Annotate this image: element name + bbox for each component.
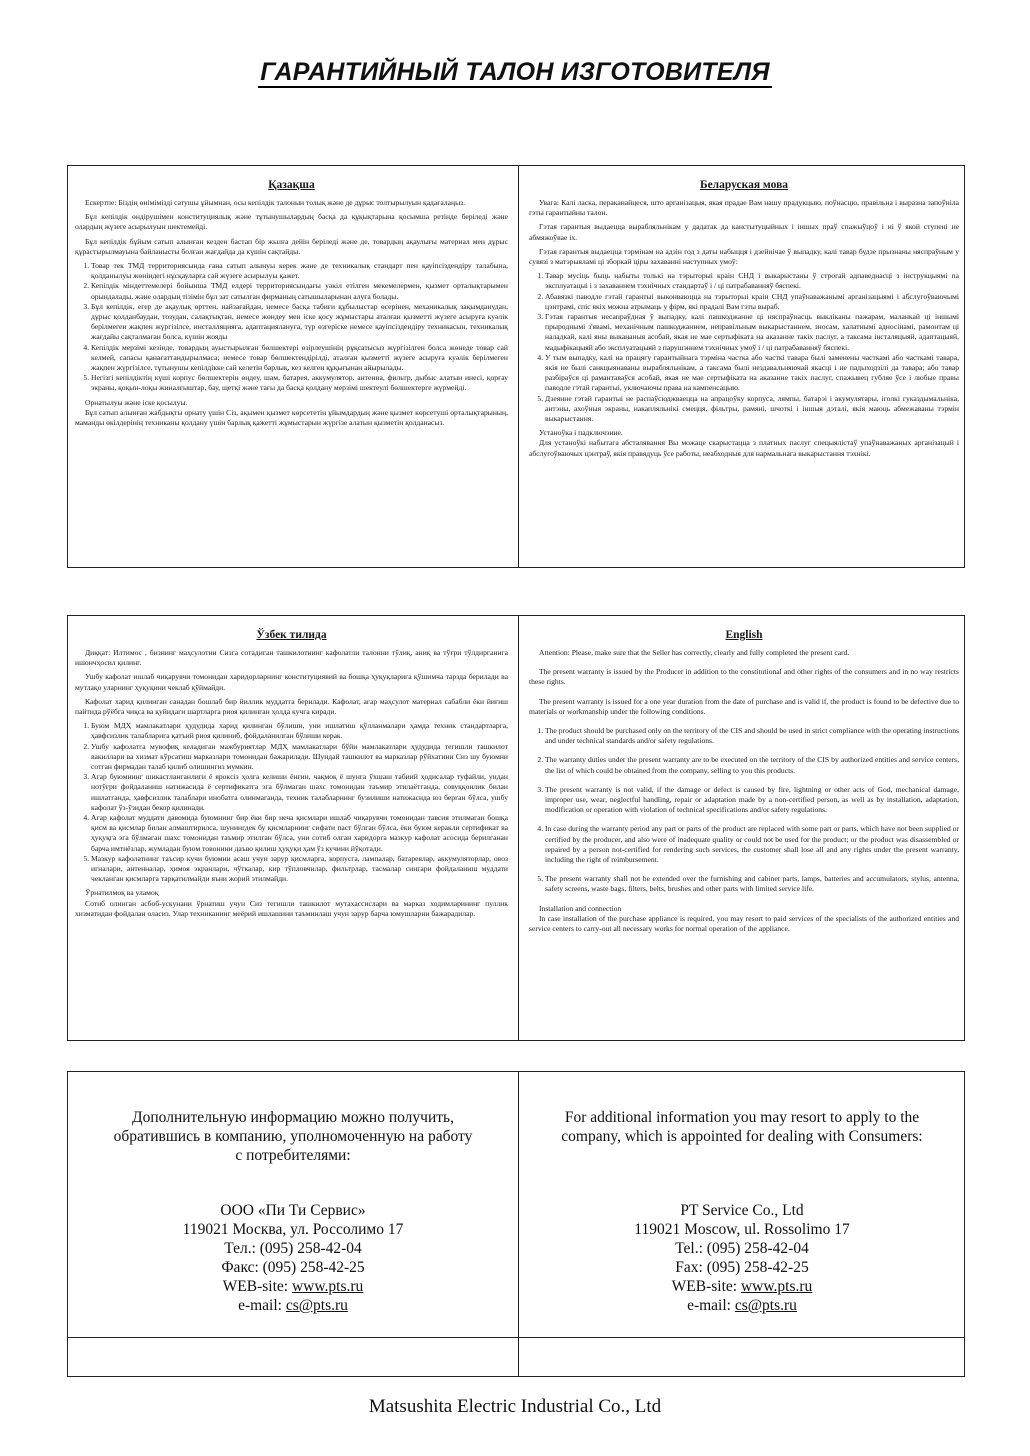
english-install-text: In case installation of the purchase appliance is required, you may resort to paid services of the specialists of the authorized entities and service centers to carry-out all necessary works for normal operation of the appliance. bbox=[529, 913, 959, 934]
warranty-box-uz-en bbox=[67, 615, 965, 1041]
list-item: 1. Тавар мусіць быць набыты толькі на тэрыторыі краін СНД і выкарыстаны ў строгай адпаведнасці з інструкцыямі па эксплуатацыі і з захаваннем тэхнічных стандартаў і / ці патрабаванняў бяспекі. bbox=[545, 271, 959, 291]
website-line bbox=[88, 1277, 498, 1296]
email-label: e-mail: bbox=[238, 1297, 286, 1314]
page-title: ГАРАНТИЙНЫЙ ТАЛОН ИЗГОТОВИТЕЛЯ bbox=[260, 58, 770, 86]
info-line: For additional information you may resort to apply to the bbox=[564, 1109, 920, 1126]
kazakh-install-text: Бұл сатып алынған жабдықты орнату үшін Сіз, ақымен қызмет көрсететін ұйымдардың және қызмет көрсетуші орталықтарының, маманды өкілдерінің техниканы қолдану үшін барлық қажетті жұмыстарын жүргізе алатын қызметін қолданасыз. bbox=[75, 407, 508, 428]
list-item: 4. У тым выпадку, калі на працягу гарантыйнага тэрміна частка або часткі тавара былі заменены часткамі або часткамі тавара, якія не былі санкцыянаваны вырабляльнікам, а таксама былі нездавальняючай якасці і не падыходзілі да тавара; або тавар разбіраўся ці рамантаваўся асобай, якая не мае сертыфіката на аказанне такіх паслуг, спажывец губляе ўсе і любые правы паводле гэтай гарантыі, уключаючы права на кампенсацыю. bbox=[545, 353, 959, 394]
list-item: 2. Ушбу кафолатга мувофиқ келадиган мажбуриятлар МДҲ мамлакатлари бўйи мамлакатлари ҳудудида тегишли ташкилот вакиллари ва хизмат кўрсатиш марказлари томонидан бажарилади. Шундай ташкилот ва марказлар рўйхатини Сиз шу буюмни сотган фирмадан талаб қилиб олишингиз мумкин. bbox=[91, 742, 508, 773]
list-item: 5. Мазкур кафолатнинг таъсир кучи буюмни асаш учун зарур қисмларга, корпусга, лампалар, батареялар, аккумуляторлар, овоз игналари, антенналар, ҳимоя экранлари, чўткалар, кир тўпловчилар, фильтрлар, тасмалар сингари фойдаланиш муддати чекланган қисмларга тарқатилмайди яъни жорий этилмайди. bbox=[91, 854, 508, 885]
uzbek-section bbox=[68, 616, 518, 923]
list-item: 3. Агар буюмнинг шикастланганлиги ё ярокciз ҳолга келиши ёнғин, чақмоқ ё шунга ўхшаш табиий ҳодисалар туфайли, ундан нотўғри фойдаланиш натижасида ё сертификатга эга бўлмаган шахс томонидан таъмир этилаётганда, совуққонлик билан ишлатганда, ҳавфсизлик талаблари инобатга олинмаганда, техник талабларнинг бузилиши натижасида юз берган бўлса, ушбу кафолат ўз-ўзидан бекор қилинади. bbox=[91, 772, 508, 813]
website-label: WEB-site: bbox=[671, 1278, 741, 1295]
english-conditions-list bbox=[529, 726, 959, 895]
uzbek-install-title: Ўрнатилмоқ ва уламоқ bbox=[85, 888, 159, 898]
email-line bbox=[529, 1296, 955, 1315]
website-line bbox=[529, 1277, 955, 1296]
email-link[interactable]: cs@pts.ru bbox=[734, 1297, 797, 1314]
company-name: ООО «Пи Ти Сервис» bbox=[220, 1202, 366, 1219]
kazakh-paragraph: Бұл кепілдік өндірушімен конституциялық және тұтынушылардың басқа да құқықтарына қосымша ретінде беріледі және олардың жүзеге асырылуын шектемейді. bbox=[75, 212, 508, 232]
fax: Факс: (095) 258-42-25 bbox=[221, 1259, 365, 1276]
belarusian-attention: Увага: Калі ласка, пераканайцеся, што арганізацыя, якая прадае Вам нашу прадукцыю, поўнасцю, правільна і выразна запоўніла гэты гарантыйны талон. bbox=[529, 198, 959, 218]
contact-info-ru bbox=[68, 1072, 518, 1337]
manufacturer-footer: Matsushita Electric Industrial Co., Ltd bbox=[368, 1396, 662, 1417]
list-item: 2. Абавязкі паводле гэтай гарантыі выконваюцца на тэрыторыі краін СНД упаўнаважанымі арганізацыямі і абслугоўваючымі цэнтрамі, спіс якіх можна атрымаць у фірм, які прадалі Вам гэты выраб. bbox=[545, 292, 959, 312]
list-item: 3. The present warranty is not valid, if the damage or defect is caused by fire, lightning or other acts of God, mechanical damage, improper use, wear, neglectful handling, repair or adaptation made by a non-certified person, as well as by installation, adaptation, modification or operation with violation of technical specifications and/or safety regulations. bbox=[545, 785, 959, 816]
info-line: company, which is appointed for dealing with Consumers: bbox=[561, 1128, 923, 1145]
email-link[interactable]: cs@pts.ru bbox=[285, 1297, 348, 1314]
kazakh-conditions-list bbox=[75, 261, 508, 394]
belarusian-install-title: Устаноўка і падключэнне. bbox=[539, 428, 623, 438]
list-item: 1. Буюм МДҲ мамлакатлари ҳудудида харид қилинган бўлиши, уни ишлатиш қўлланмалари ҳамда техник стандартларга, ҳавфсизлик талабларига қатъий риоя қилиниб, фойдаланилган бўлиши керак. bbox=[91, 721, 508, 741]
list-item: 5. Негізгі кепілдіктің күші корпус бөлшектерін өңдеу, шам, батарея, аккумулятор, антенна, фильтр, дыбыс алатын инесі, қорғау экраны, қоқын-лоқы жиналғыштар, бау, щетқі және тағы да басқа қолдану мерзімі шектеулі бөлшектерге жүрмейді. bbox=[91, 373, 508, 393]
english-attention: Attention: Please, make sure that the Seller has correctly, clearly and fully completed the present card. bbox=[539, 648, 850, 657]
list-item: 5. Дзеянне гэтай гарантыі не распаўсюджваецца на апрацоўку корпуса, лямпы, батарэі і акумулятары, іголкі гуказдымальніка, антэны, ахоўныя экраны, накапляльнікі смецця, фільтры, рамяні, шчоткі і іншыя дэталі, якія маюць абмежаваны тэрмін выкарыстання. bbox=[545, 394, 959, 425]
kazakh-heading: Қазақша bbox=[268, 179, 315, 191]
list-item: 4. Агар кафолат муддати давомида буюмнинг бир ёки бир неча қисмлари ишлаб чиқарувчи томонидан тавсия этилмаган бошқа қисм ва қисмлар билан алмаштирилса, шунингдек бу қисмларнинг сифати паст бўлган бўлса, ёки буюм керакли сертификат ва ҳуқуқга эга бўлмаган шахс томонидан таъмир этилган бўлса, уни сотиб олган харидорга мазкур кафолат асосида берилганан барча имтиёзлар, жумладан буюм товонини даъво қилиш ҳуқуқи ҳам ўз кучини йўқотади. bbox=[91, 813, 508, 854]
contact-info-en bbox=[519, 1072, 965, 1337]
contact-box bbox=[67, 1071, 965, 1377]
row-divider bbox=[68, 1337, 964, 1338]
uzbek-paragraph: Ушбу кафолат ишлаб чиқарувчи томонидан харидорларнинг конституциявий ва бошқа ҳуқуқларига қўшимча тарзда берилади ва мутлақо уларнинг ҳуқуқини чеклаб қўймайди. bbox=[75, 672, 508, 692]
uzbek-paragraph: Кафолат харид қилинган санадан бошлаб бир йиллик муддатга берилади. Кафолат, агар маҳсулот материал сабабли ёки йиғиш пайтида рўёбга чиқса ва қуйидаги шартларга риоя қилинган ҳолда кучга киради. bbox=[75, 696, 508, 717]
list-item: 2. Кепілдік міндеттемелері бойынша ТМД елдері территориясындағы уәкіл етілген мекемелермен, қызмет орталықтарымен орындалады, және олардың тізімін бұл зат сатылған фирманың сатышыларынан алуға болады. bbox=[91, 281, 508, 301]
list-item: 1. The product should be purchased only on the territory of the CIS and should be used in strict compliance with the operating instructions and under technical standards and/or safety regulations. bbox=[545, 726, 959, 746]
belarusian-conditions-list bbox=[529, 271, 959, 424]
company-address: 119021 Moscow, ul. Rossolimo 17 bbox=[634, 1221, 850, 1238]
kazakh-section bbox=[68, 166, 518, 432]
english-section bbox=[519, 616, 965, 934]
fax: Fax: (095) 258-42-25 bbox=[675, 1259, 809, 1276]
list-item: 4. Кепілдік мерзімі кезінде, товардың ауыстырылған бөлшектері өзірлеушінің рұқсатысыз жүргізілген болса жөнеде товар сай келмей, сапасы қанағаттандырылмаса; немесе товар бөлшектендірілді, аталған қызметті жүзеге асыруға куәлік берілмеген жақпен жүргізілсе, тұтынушы кепілдікке сай келетін барлық, кез келген құқығынан айырылады. bbox=[91, 343, 508, 374]
english-paragraph: The present warranty is issued for a one year duration from the date of purchase and is valid if, the product is found to be defective due to materials or workmanship under the following conditions. bbox=[529, 696, 959, 716]
list-item: 5. The present warranty shall not be extended over the furnishing and cabinet parts, lamps, batteries and accumulators, stylus, antenna, safety screens, waste bags, filters, belts, brushes and other parts with limited service life. bbox=[545, 874, 959, 894]
belarusian-paragraph: Гэтая гарантыя выдаецца вырабляльнікам у дадатак да канстытуцыйных і іншых праў спажыўцоў і ні ў якой ступені не абмяжоўвае іх. bbox=[529, 222, 959, 242]
uzbek-conditions-list bbox=[75, 721, 508, 884]
list-item: 3. Бұл кепілдік, егер де ақаулық өрттен, найзағайдан, немесе басқа табиғи құбылыстар өсерінен, механикалық зақымданудан, дұрыс қолданбаудан, тозудан, салақтықтан, немесе жөндеу мен іске қосу жұмыстары аталған қызметті жүзеге асыруға куәлік берілмеген жақпен жүргізілсе, инсталляцияға, адаптациялануға, түр өзгеріске немесе қауіпсіздендіру техникасын, техникалық жағдайы сақталмаған болса, күшін жояды bbox=[91, 302, 508, 343]
kazakh-install-title: Орнатылуы және іске қосылуы. bbox=[85, 397, 188, 407]
info-line: обратившись в компанию, уполномоченную на работу bbox=[113, 1128, 473, 1145]
uzbek-heading: Ўзбек тилида bbox=[256, 629, 327, 641]
belarusian-paragraph: Гэтая гарантыя выдаецца тэрмінам на адзін год з даты набыцця і дзейнічае ў выпадку, калі тавар будзе прызнаны няспраўным у сувязі з матэрыяламі ці зборкай ціры захаванні наступных умоў: bbox=[529, 246, 959, 267]
uzbek-install-text: Сотиб олинган асбоб-ускунани ўрнатиш учун Сиз тегишли ташкилот мутахассислари ва марказ ходимларининг пуллик хизматидан фойдалан оласиз. Улар техниканинг меёрий ишлашини таъминлаш учун зарур барча юмушларни бажарадилар. bbox=[75, 898, 508, 918]
belarusian-section bbox=[519, 166, 965, 463]
website-label: WEB-site: bbox=[222, 1278, 292, 1295]
kazakh-paragraph: Бұл кепілдік бұйым сатып алынған кезден бастап бір жылға дейін беріледі және де, товардың ақаулығы материал мен дұрыс құрастырылмауына байланысты болған жағдайда да күшін сақтайды. bbox=[75, 236, 508, 256]
company-address: 119021 Москва, ул. Россолимо 17 bbox=[182, 1221, 404, 1238]
company-name: PT Service Co., Ltd bbox=[680, 1202, 804, 1219]
english-paragraph: The present warranty is issued by the Producer in addition to the constitutional and other rights of the consumers and in no way restricts these rights. bbox=[529, 667, 959, 687]
english-heading: English bbox=[725, 629, 763, 641]
email-line bbox=[88, 1296, 498, 1315]
list-item: 4. In case during the warranty period any part or parts of the product are replaced with some part or parts, which have not been supplied or certified by the producer, and also were of inadequate quality or could not be used for the product; or the product was disassembled or repaired by a person not-certified for rendering such services, the customer shall lose all and any rights under the present warranty, including the right of reimbursement. bbox=[545, 824, 959, 865]
info-line: с потребителями: bbox=[235, 1147, 351, 1164]
info-line: Дополнительную информацию можно получить, bbox=[132, 1109, 454, 1126]
english-install-title: Installation and connection bbox=[539, 903, 622, 913]
list-item: 3. Гэтая гарантыя несапраўдная ў выпадку, калі пашкоджанне ці няспраўнасць выкліканы пажарам, маланкай ці іншымі прыроднымі з'явамі, механічным пашкоджаннем, неправільным выкарыстаннем, зносам, халатнымі адносінамі, рамонтам ці наладкай, калі яны выкананыя асобай, якая не мае сертыфіката на аказанне такіх паслуг, а таксама інсталяцыяй, адаптацыяй, мадыфікацыяй або эксплуатацыяй з парушэннем тэхнічных умоў і / ці патрабаванняў бяспекі. bbox=[545, 312, 959, 353]
list-item: 1. Товар тек ТМД территориясында ғана сатып алынуы керек және де техникалық стандарт пен қауіпсіздендіру талабына, қолданылуы жөніндегі нұсқауларға сай жүзеге асырылуы қажет. bbox=[91, 261, 508, 281]
website-link[interactable]: www.pts.ru bbox=[291, 1278, 364, 1295]
email-label: e-mail: bbox=[687, 1297, 735, 1314]
belarusian-heading: Беларуская мова bbox=[699, 179, 789, 191]
kazakh-attention: Ескертпе: Біздің өнімімізді сатушы ұйымнан, осы кепілдік талонын толық және де дұрыс толтырылуын қадағалаңыз. bbox=[85, 198, 466, 207]
warranty-box-kz-by bbox=[67, 165, 965, 568]
phone: Tel.: (095) 258-42-04 bbox=[675, 1240, 809, 1257]
website-link[interactable]: www.pts.ru bbox=[740, 1278, 813, 1295]
phone: Тел.: (095) 258-42-04 bbox=[224, 1240, 362, 1257]
uzbek-attention: Диққат: Илтимос , бизнинг маҳсулотни Сизга сотадиган ташкилотнинг кафолатли талонни тўлиқ, аниқ ва тўғри тўлдирганига ишончҳосил қилинг. bbox=[75, 648, 508, 668]
belarusian-install-text: Для устаноўкі набытага абсталявання Вы можаце скарыстацца з платных паслуг спецыялістаў упаўнаважаных арганізацый і абслугоўваючых цэнтраў, якія правядуць ўсе работы, неабходныя для нармальнага выкарыстання тэхнікі. bbox=[529, 438, 959, 458]
list-item: 2. The warranty duties under the present warranty are to be executed on the territory of the CIS by authorized entities and service centers, the list of which could be obtained from the company, selling to you this products. bbox=[545, 755, 959, 775]
